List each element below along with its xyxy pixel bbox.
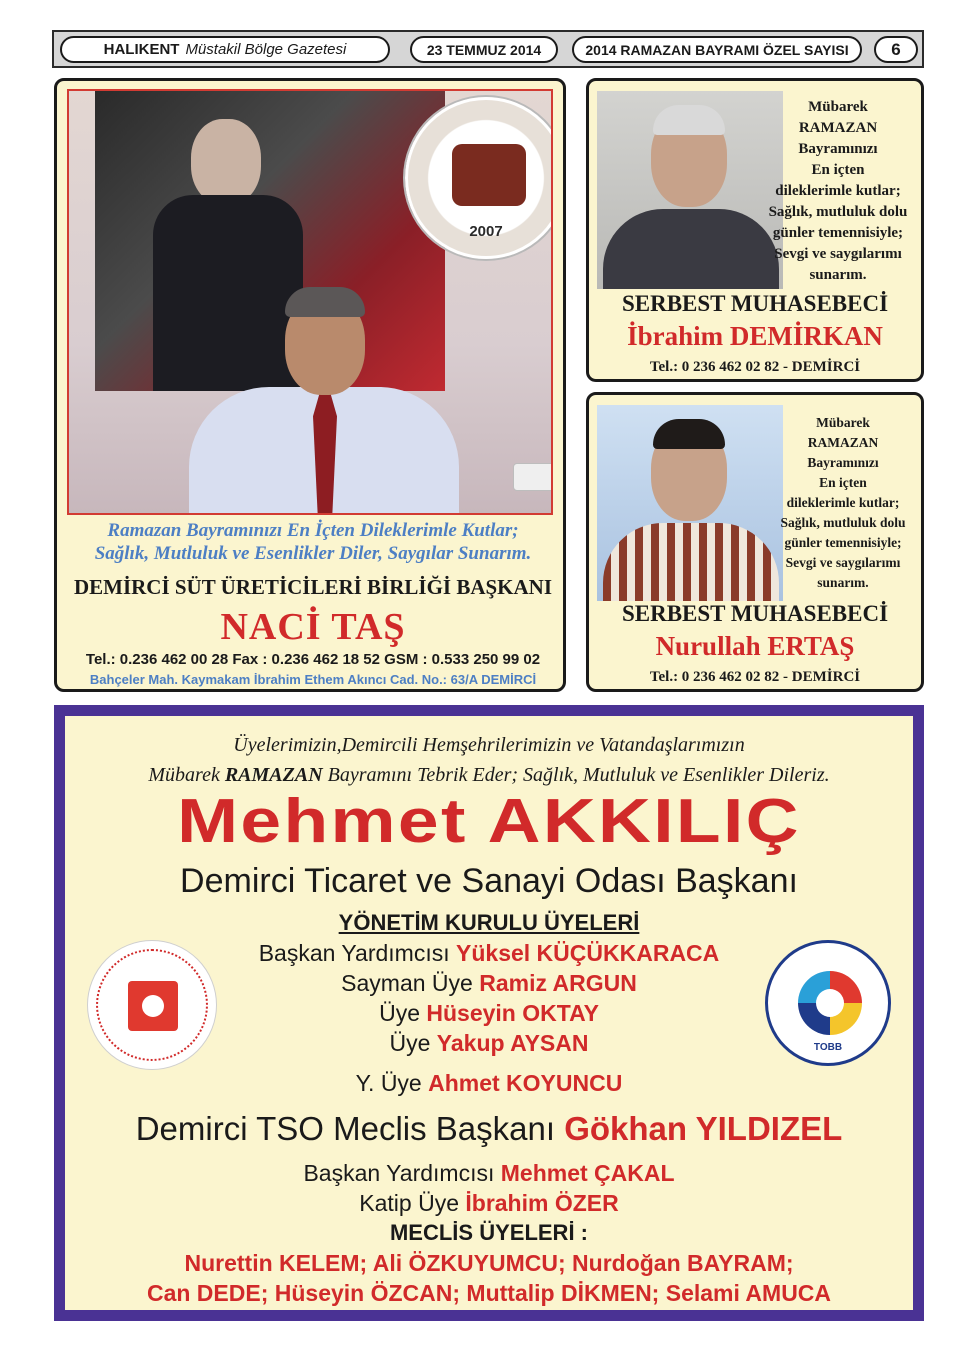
wall-portrait	[95, 91, 445, 391]
ad-nurullah-ertas	[586, 392, 924, 692]
person-body	[603, 209, 779, 289]
person-hair	[653, 419, 725, 449]
person-hair	[653, 105, 725, 135]
ad-title: SERBEST MUHASEBECİ	[621, 601, 889, 626]
council-line-2: Can DEDE; Hüseyin ÖZCAN; Muttalip DİKMEN; Selami AMUCA	[146, 1280, 832, 1306]
greeting-post: Bayramını Tebrik Eder; Sağlık, Mutluluk ve Esenlikler Dileriz.	[322, 764, 830, 786]
chairman-role: Demirci Ticaret ve Sanayi Odası Başkanı	[180, 862, 798, 900]
greeting-message	[773, 413, 913, 593]
greeting-message	[763, 97, 913, 286]
newspaper-subtitle: Müstakil Bölge Gazetesi	[185, 41, 347, 58]
member-role: Başkan Yardımcısı	[258, 940, 450, 966]
man-hair	[285, 287, 365, 317]
chamber-mark-icon	[128, 981, 178, 1031]
tobb-label: TOBB	[813, 1042, 843, 1053]
greeting	[57, 519, 566, 565]
ad-mehmet-akkilic	[54, 705, 924, 1321]
ad-name: NACİ TAŞ	[220, 606, 406, 648]
portrait-suit	[153, 195, 303, 391]
member-role: Üye	[389, 1030, 431, 1056]
ad-phone: Tel.: 0 236 462 02 82 - DEMİRCİ	[649, 669, 861, 685]
message-line: günler temennisiyle;	[772, 225, 904, 241]
greeting-pre: Mübarek	[148, 764, 225, 786]
member-name: Yüksel KÜÇÜKKARACA	[456, 940, 720, 966]
message-line: günler temennisiyle;	[784, 535, 902, 550]
greeting-line-2: Sağlık, Mutluluk ve Esenlikler Diler, Saygılar Sunarım.	[94, 543, 532, 564]
ad-contact: Tel.: 0.236 462 00 28 Fax : 0.236 462 18 52 GSM : 0.533 250 99 02	[85, 651, 541, 668]
member-name: Yakup AYSAN	[436, 1030, 589, 1056]
board-heading: YÖNETİM KURULU ÜYELERİ	[338, 910, 640, 935]
member-role: Başkan Yardımcısı	[303, 1160, 495, 1186]
message-line: dileklerimle kutlar;	[786, 495, 900, 510]
newspaper-name: HALIKENT	[103, 41, 180, 58]
cow-icon	[452, 144, 526, 206]
message-line: RAMAZAN Bayramınızı	[798, 120, 878, 157]
council-heading: MECLİS ÜYELERİ :	[389, 1220, 588, 1245]
message-line: En içten	[811, 162, 865, 178]
member-name: İbrahim ÖZER	[465, 1190, 619, 1216]
ad-ibrahim-demirkan	[586, 78, 924, 382]
person-photo	[597, 91, 783, 289]
message-line: Sağlık, mutluluk dolu	[780, 515, 906, 530]
assembly-member	[65, 1190, 913, 1217]
member-name: Mehmet ÇAKAL	[500, 1160, 675, 1186]
newspaper-name-pill	[60, 36, 390, 63]
message-line: Sağlık, mutluluk dolu	[768, 204, 908, 220]
member-role: Y. Üye	[355, 1070, 422, 1096]
assembly-member	[65, 1160, 913, 1187]
ad-naci-tas	[54, 78, 566, 692]
member-role: Sayman Üye	[341, 970, 473, 996]
ad-name: İbrahim DEMİRKAN	[627, 321, 883, 351]
page-number: 6	[874, 36, 918, 63]
council-line-1: Nurettin KELEM; Ali ÖZKUYUMCU; Nurdoğan BAYRAM;	[184, 1250, 794, 1276]
dairy-union-logo	[405, 97, 553, 259]
person-photo	[597, 405, 783, 601]
chamber-logo	[87, 940, 217, 1070]
wall-socket	[513, 463, 553, 491]
council-members	[65, 1248, 913, 1308]
message-line: sunarım.	[809, 267, 867, 283]
ad-phone: Tel.: 0 236 462 02 82 - DEMİRCİ	[649, 359, 861, 375]
greeting-line-1: Üyelerimizin,Demircili Hemşehrilerimizin ve Vatandaşlarımızın	[233, 734, 745, 756]
tobb-logo	[765, 940, 891, 1066]
greeting-line-1: Ramazan Bayramınızı En İçten Dileklerimle Kutlar;	[107, 520, 519, 541]
board-member	[65, 1070, 913, 1097]
message-line: En içten	[819, 475, 867, 490]
member-name: Ahmet KOYUNCU	[428, 1070, 623, 1096]
member-role: Katip Üye	[359, 1190, 459, 1216]
member-role: Üye	[379, 1000, 420, 1026]
member-name: Hüseyin OKTAY	[426, 1000, 599, 1026]
tobb-emblem-icon	[798, 971, 862, 1035]
member-name: Ramiz ARGUN	[479, 970, 637, 996]
greeting-bold: RAMAZAN	[224, 764, 323, 786]
person-body	[603, 523, 779, 601]
issue-date: 23 TEMMUZ 2014	[410, 36, 558, 63]
ad-address: Bahçeler Mah. Kaymakam İbrahim Ethem Akıncı Cad. No.: 63/A DEMİRCİ	[89, 672, 537, 687]
chairman-name: Mehmet AKKILIÇ	[177, 787, 801, 856]
message-line: Sevgi ve saygılarımı	[774, 246, 902, 262]
portrait-face	[191, 119, 261, 205]
issue-title: 2014 RAMAZAN BAYRAMI ÖZEL SAYISI	[572, 36, 862, 63]
ad-title: DEMİRCİ SÜT ÜRETİCİLERİ BİRLİĞİ BAŞKANI	[73, 575, 553, 599]
assembly-role: Demirci TSO Meclis Başkanı	[135, 1110, 556, 1147]
assembly-name: Gökhan YILDIZEL	[564, 1110, 843, 1147]
message-line: Mübarek	[808, 99, 868, 115]
message-line: sunarım.	[817, 575, 869, 590]
greeting	[65, 730, 913, 790]
message-line: RAMAZAN Bayramınızı	[807, 435, 879, 470]
logo-year: 2007	[469, 223, 503, 240]
assembly-chair	[65, 1110, 913, 1148]
page-header	[52, 30, 924, 68]
ad-name: Nurullah ERTAŞ	[655, 631, 855, 661]
ad-title: SERBEST MUHASEBECİ	[621, 291, 889, 316]
message-line: Mübarek	[816, 415, 870, 430]
office-photo	[67, 89, 553, 515]
message-line: dileklerimle kutlar;	[775, 183, 901, 199]
message-line: Sevgi ve saygılarımı	[785, 555, 901, 570]
ad-content	[65, 716, 913, 1310]
